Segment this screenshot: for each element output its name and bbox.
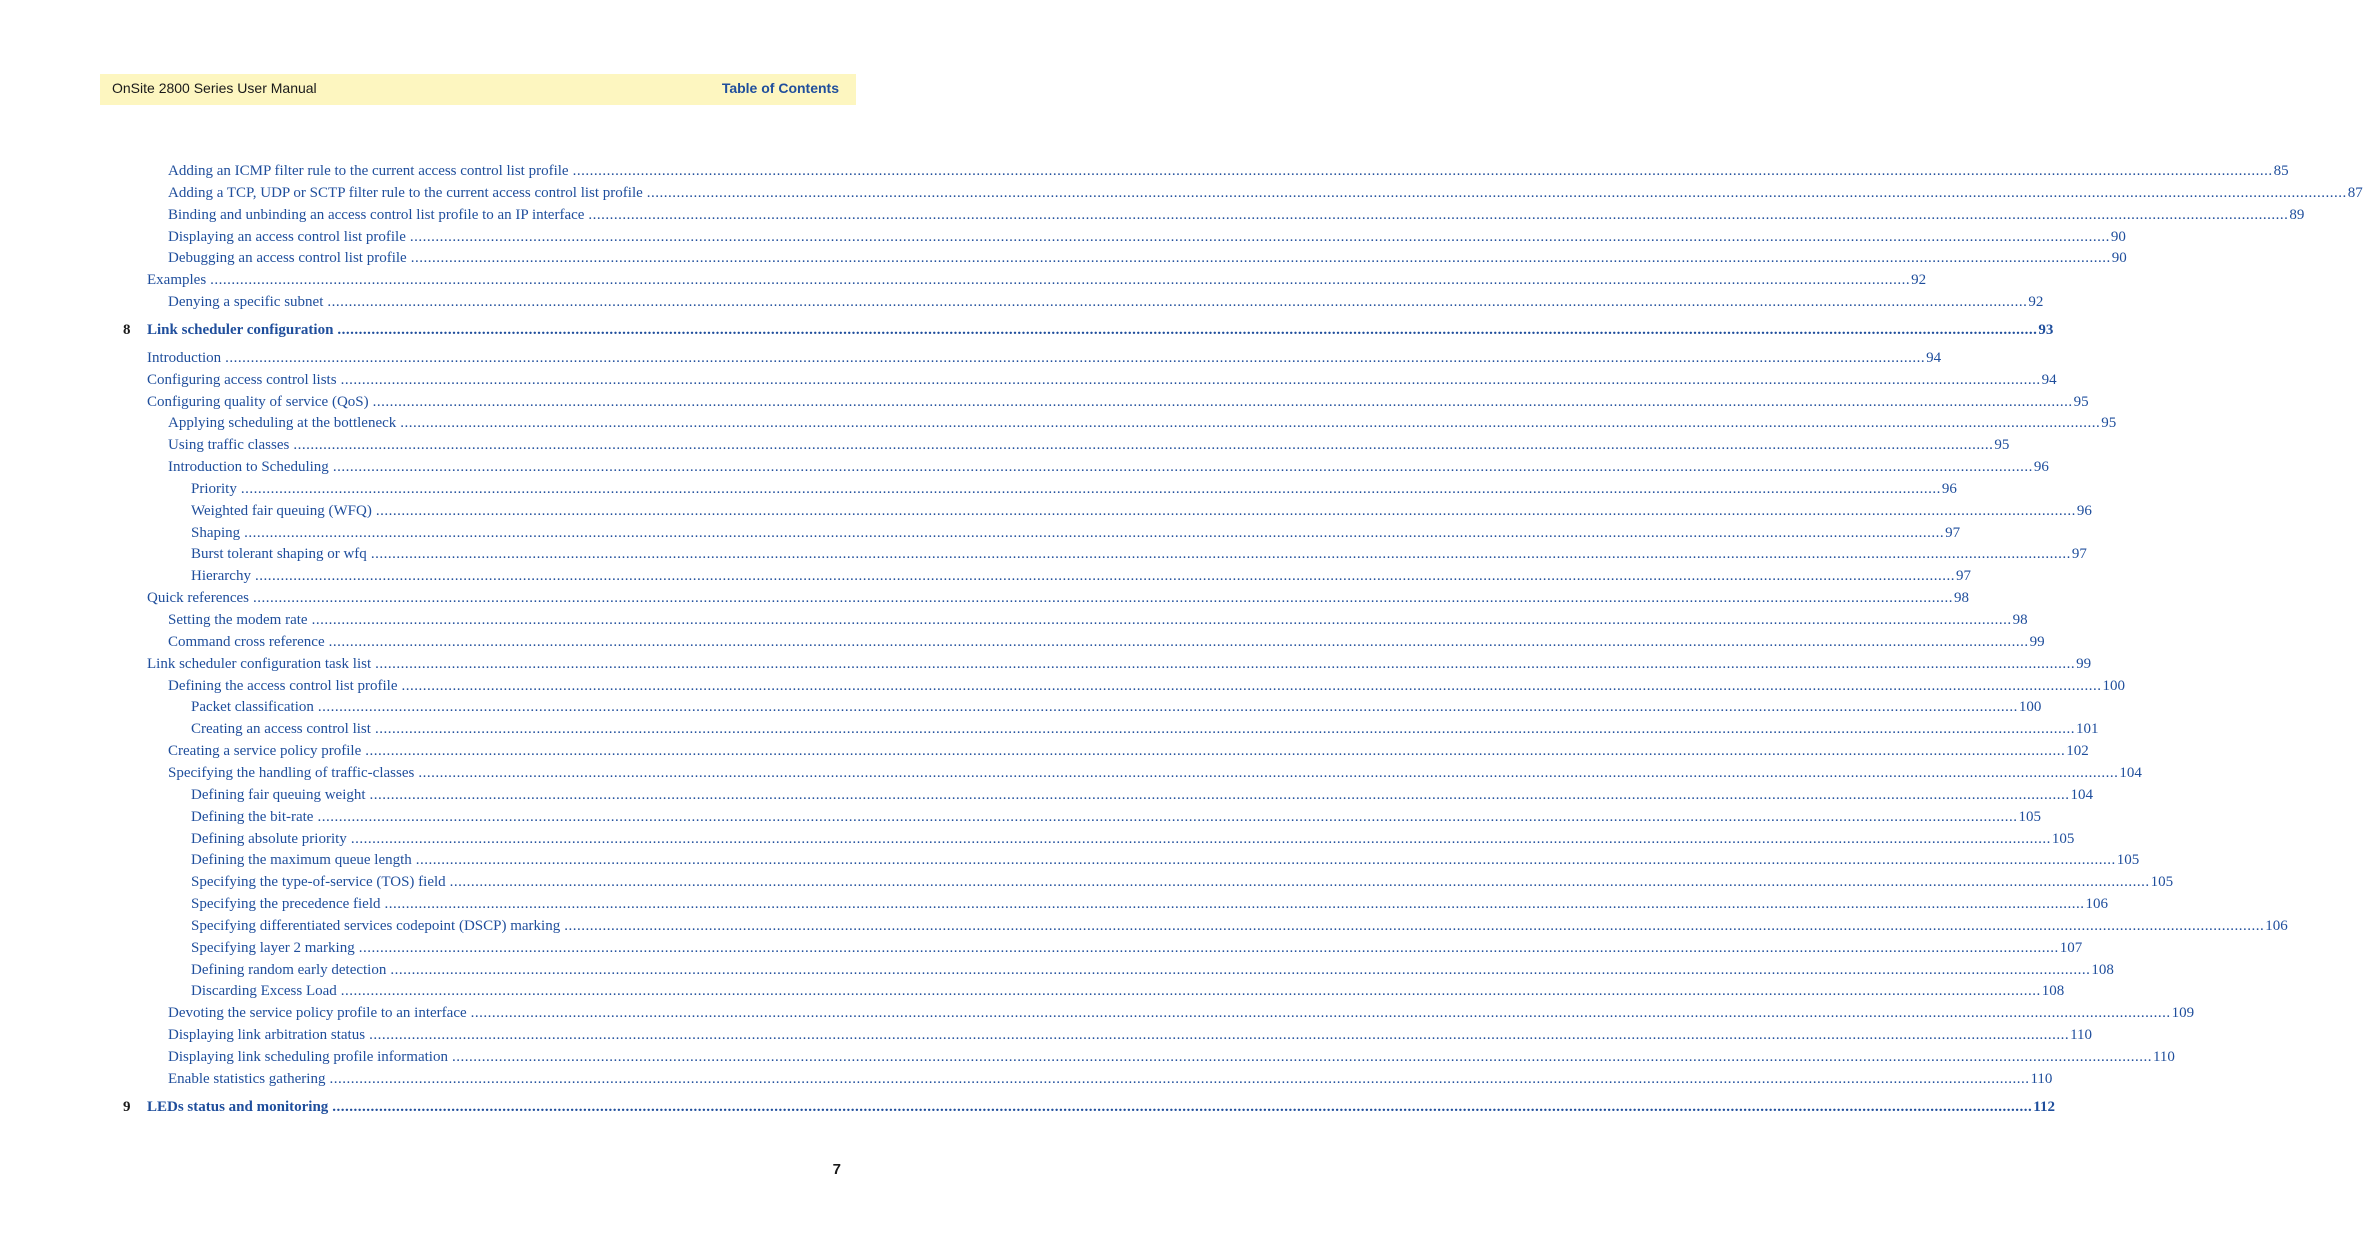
toc-entry-page: 94 (1926, 349, 1942, 366)
toc-entry-title: Displaying link scheduling profile information (168, 1049, 448, 1065)
toc-entry[interactable] (191, 917, 2288, 935)
toc-entry-title: Defining the bit-rate (191, 808, 314, 825)
toc-entry-title: Defining fair queuing weight (191, 786, 366, 803)
toc-entry-page: 105 (2051, 830, 2075, 847)
toc-entry-page: 98 (1954, 590, 1970, 607)
toc-entry-title: Defining the access control list profile (168, 677, 398, 694)
toc-entry[interactable] (191, 568, 1971, 585)
dot-leader: ................................................................................................................................................................................................................................................................................................................................................................................................................ (327, 294, 2028, 311)
dot-leader: ................................................................................................................................................................................................................................................................................................................................................................................................................ (415, 852, 2116, 869)
toc-entry-title: Discarding Excess Load (191, 983, 337, 1000)
dot-leader: ................................................................................................................................................................................................................................................................................................................................................................................................................ (400, 415, 2101, 432)
toc-entry-title: Priority (191, 480, 237, 497)
toc-entry-title: Defining absolute priority (191, 830, 347, 847)
toc-entry-page: 90 (2110, 228, 2126, 245)
section-title: Table of Contents (721, 80, 839, 96)
dot-leader: ................................................................................................................................................................................................................................................................................................................................................................................................................ (311, 612, 2012, 628)
toc-entry[interactable] (191, 808, 2041, 826)
toc-chapter-entry[interactable] (147, 321, 2054, 339)
toc-entry[interactable] (147, 371, 2057, 389)
dot-leader: ................................................................................................................................................................................................................................................................................................................................................................................................................ (317, 808, 2018, 825)
dot-leader: ................................................................................................................................................................................................................................................................................................................................................................................................................ (449, 874, 2150, 891)
toc-entry-page: 100 (2018, 699, 2042, 716)
toc-entry-page: 108 (2091, 961, 2114, 978)
toc-entry-page: 105 (2018, 808, 2041, 825)
toc-entry-title: Debugging an access control list profile (168, 250, 407, 267)
dot-leader: ................................................................................................................................................................................................................................................................................................................................................................................................................ (332, 1098, 2033, 1115)
dot-leader: ................................................................................................................................................................................................................................................................................................................................................................................................................ (317, 699, 2018, 716)
toc-entry[interactable] (147, 272, 1927, 289)
toc-entry[interactable] (168, 743, 2089, 760)
toc-entry-page: 85 (2273, 163, 2289, 179)
chapter-number: 9 (123, 1098, 131, 1115)
toc-entry[interactable] (191, 830, 2075, 848)
dot-leader: ................................................................................................................................................................................................................................................................................................................................................................................................................ (293, 437, 1994, 454)
toc-entry-title: Specifying layer 2 marking (191, 939, 355, 956)
toc-entry[interactable] (168, 1049, 2175, 1066)
toc-entry[interactable] (191, 480, 1957, 498)
toc-entry-title: Denying a specific subnet (168, 294, 324, 311)
dot-leader: ................................................................................................................................................................................................................................................................................................................................................................................................................ (253, 590, 1954, 607)
toc-entry-title: Examples (147, 272, 207, 289)
dot-leader: ................................................................................................................................................................................................................................................................................................................................................................................................................ (365, 743, 2066, 760)
toc-entry[interactable] (168, 437, 2010, 454)
toc-entry-page: 96 (2033, 459, 2049, 476)
toc-entry-title: Adding an ICMP filter rule to the current access control list profile (168, 163, 569, 179)
dot-leader: ................................................................................................................................................................................................................................................................................................................................................................................................................ (572, 163, 2273, 179)
toc-entry-title: Specifying differentiated services codepoint (DSCP) marking (191, 917, 561, 934)
toc-entry-page: 99 (2076, 655, 2092, 672)
toc-entry-page: 92 (1911, 272, 1927, 289)
toc-entry-page: 96 (2076, 502, 2092, 519)
dot-leader: ................................................................................................................................................................................................................................................................................................................................................................................................................ (588, 206, 2289, 223)
dot-leader: ................................................................................................................................................................................................................................................................................................................................................................................................................ (564, 917, 2265, 934)
dot-leader: ................................................................................................................................................................................................................................................................................................................................................................................................................ (332, 459, 2033, 476)
toc-entry-title: Configuring quality of service (QoS) (147, 393, 369, 410)
toc-entry[interactable] (168, 294, 2044, 311)
toc-entry[interactable] (191, 961, 2114, 979)
toc-entry[interactable] (168, 633, 2045, 651)
dot-leader: ................................................................................................................................................................................................................................................................................................................................................................................................................ (372, 393, 2073, 410)
toc-entry[interactable] (168, 206, 2305, 224)
dot-leader: ................................................................................................................................................................................................................................................................................................................................................................................................................ (410, 250, 2111, 267)
toc-entry-title: LEDs status and monitoring (147, 1098, 329, 1115)
toc-entry-title: Specifying the type-of-service (TOS) field (191, 874, 446, 891)
toc-entry[interactable] (191, 896, 2108, 913)
dot-leader: ................................................................................................................................................................................................................................................................................................................................................................................................................ (369, 786, 2070, 803)
toc-entry[interactable] (168, 1070, 2053, 1088)
toc-entry-title: Setting the modem rate (168, 612, 308, 628)
toc-entry-title: Introduction (147, 349, 222, 366)
dot-leader: ................................................................................................................................................................................................................................................................................................................................................................................................................ (337, 321, 2038, 338)
toc-entry[interactable] (168, 250, 2127, 267)
toc-entry-title: Weighted fair queuing (WFQ) (191, 502, 372, 519)
toc-entry-title: Defining random early detection (191, 961, 387, 978)
toc-entry-page: 100 (2102, 677, 2126, 694)
toc-entry-title: Burst tolerant shaping or wfq (191, 546, 367, 563)
toc-entry-title: Creating an access control list (191, 721, 371, 738)
toc-entry[interactable] (191, 721, 2099, 738)
toc-entry[interactable] (147, 349, 1942, 367)
toc-entry-page: 96 (1941, 480, 1957, 497)
toc-entry-title: Configuring access control lists (147, 371, 337, 388)
toc-entry-title: Devoting the service policy profile to an interface (168, 1005, 467, 1022)
toc-entry-page: 110 (2030, 1070, 2053, 1087)
toc-entry-page: 108 (2041, 983, 2065, 1000)
toc-entry[interactable] (168, 228, 2126, 246)
toc-entry-title: Hierarchy (191, 568, 251, 585)
toc-entry-title: Using traffic classes (168, 437, 290, 454)
toc-entry-title: Packet classification (191, 699, 314, 716)
toc-entry-page: 87 (2347, 184, 2363, 201)
toc-entry-page: 102 (2066, 743, 2089, 760)
toc-entry[interactable] (168, 415, 2117, 432)
toc-entry-page: 107 (2059, 939, 2083, 956)
toc-entry-page: 97 (2071, 546, 2087, 563)
toc-entry[interactable] (147, 393, 2089, 411)
toc-entry[interactable] (191, 524, 1961, 542)
toc-entry-title: Command cross reference (168, 633, 325, 650)
toc-entry-title: Link scheduler configuration (147, 321, 334, 338)
toc-entry[interactable] (168, 677, 2126, 695)
toc-entry[interactable] (168, 612, 2028, 629)
toc-entry[interactable] (191, 983, 2065, 1000)
page-number: 7 (832, 1161, 841, 1178)
toc-entry[interactable] (168, 1005, 2195, 1022)
toc-entry-title: Displaying an access control list profile (168, 228, 406, 245)
dot-leader: ................................................................................................................................................................................................................................................................................................................................................................................................................ (369, 1027, 2070, 1044)
dot-leader: ................................................................................................................................................................................................................................................................................................................................................................................................................ (470, 1005, 2171, 1022)
toc-entry[interactable] (191, 502, 2092, 520)
dot-leader: ................................................................................................................................................................................................................................................................................................................................................................................................................ (254, 568, 1955, 585)
toc-entry-title: Link scheduler configuration task list (147, 655, 372, 672)
toc-entry[interactable] (191, 699, 2042, 716)
toc-entry-title: Specifying the handling of traffic-classes (168, 764, 415, 781)
toc-entry-title: Specifying the precedence field (191, 896, 381, 913)
toc-entry[interactable] (191, 546, 2087, 563)
dot-leader: ................................................................................................................................................................................................................................................................................................................................................................................................................ (390, 961, 2091, 978)
dot-leader: ................................................................................................................................................................................................................................................................................................................................................................................................................ (375, 502, 2076, 519)
toc-entry[interactable] (168, 764, 2142, 782)
toc-entry[interactable] (168, 163, 2289, 180)
toc-entry-title: Enable statistics gathering (168, 1070, 326, 1087)
toc-entry[interactable] (168, 1027, 2093, 1044)
dot-leader: ................................................................................................................................................................................................................................................................................................................................................................................................................ (401, 677, 2102, 694)
toc-entry-page: 105 (2116, 852, 2140, 869)
toc-entry-page: 97 (1945, 524, 1961, 541)
dot-leader: ................................................................................................................................................................................................................................................................................................................................................................................................................ (409, 228, 2110, 245)
toc-entry-page: 110 (2152, 1049, 2175, 1065)
dot-leader: ................................................................................................................................................................................................................................................................................................................................................................................................................ (418, 764, 2119, 781)
toc-entry-page: 90 (2111, 250, 2127, 267)
toc-entry[interactable] (191, 786, 2094, 804)
toc-entry-page: 106 (2265, 917, 2288, 934)
toc-entry-title: Displaying link arbitration status (168, 1027, 366, 1044)
toc-entry-title: Introduction to Scheduling (168, 459, 329, 476)
chapter-number: 8 (123, 321, 131, 338)
dot-leader: ................................................................................................................................................................................................................................................................................................................................................................................................................ (375, 655, 2076, 672)
toc-entry-page: 110 (2070, 1027, 2093, 1044)
toc-entry-title: Quick references (147, 590, 250, 607)
toc-entry[interactable] (147, 655, 2092, 673)
dot-leader: ................................................................................................................................................................................................................................................................................................................................................................................................................ (225, 349, 1926, 366)
toc-entry-title: Defining the maximum queue length (191, 852, 412, 869)
toc-entry-page: 106 (2085, 896, 2108, 913)
toc-entry[interactable] (168, 459, 2049, 476)
toc-entry-title: Adding a TCP, UDP or SCTP filter rule to the current access control list profile (168, 184, 643, 201)
dot-leader: ................................................................................................................................................................................................................................................................................................................................................................................................................ (350, 830, 2051, 847)
toc-entry[interactable] (191, 874, 2174, 891)
dot-leader: ................................................................................................................................................................................................................................................................................................................................................................................................................ (374, 721, 2075, 738)
dot-leader: ................................................................................................................................................................................................................................................................................................................................................................................................................ (240, 480, 1941, 497)
toc-entry[interactable] (191, 939, 2083, 957)
toc-entry[interactable] (147, 590, 1970, 607)
toc-chapter-entry[interactable] (147, 1098, 2055, 1116)
dot-leader: ................................................................................................................................................................................................................................................................................................................................................................................................................ (329, 1070, 2030, 1087)
toc-entry-page: 104 (2070, 786, 2094, 803)
toc-entry-page: 112 (2033, 1098, 2055, 1115)
toc-entry[interactable] (191, 852, 2140, 869)
toc-entry-page: 99 (2029, 633, 2045, 650)
toc-entry-page: 92 (2028, 294, 2044, 311)
dot-leader: ................................................................................................................................................................................................................................................................................................................................................................................................................ (646, 184, 2347, 201)
page-header (100, 74, 856, 105)
dot-leader: ................................................................................................................................................................................................................................................................................................................................................................................................................ (451, 1049, 2152, 1065)
toc-entry-title: Binding and unbinding an access control list profile to an IP interface (168, 206, 585, 223)
toc-entry-page: 95 (2073, 393, 2089, 410)
dot-leader: ................................................................................................................................................................................................................................................................................................................................................................................................................ (358, 939, 2059, 956)
dot-leader: ................................................................................................................................................................................................................................................................................................................................................................................................................ (370, 546, 2071, 563)
toc-entry-page: 109 (2171, 1005, 2195, 1022)
toc-entry-page: 101 (2075, 721, 2099, 738)
dot-leader: ................................................................................................................................................................................................................................................................................................................................................................................................................ (340, 371, 2041, 388)
dot-leader: ................................................................................................................................................................................................................................................................................................................................................................................................................ (384, 896, 2085, 913)
dot-leader: ................................................................................................................................................................................................................................................................................................................................................................................................................ (328, 633, 2029, 650)
toc-entry-page: 104 (2119, 764, 2142, 781)
manual-title: OnSite 2800 Series User Manual (112, 80, 317, 96)
toc-entry-page: 89 (2289, 206, 2305, 223)
toc-entry-page: 97 (1955, 568, 1971, 585)
toc-entry[interactable] (168, 184, 2363, 202)
toc-entry-page: 105 (2150, 874, 2174, 891)
dot-leader: ................................................................................................................................................................................................................................................................................................................................................................................................................ (340, 983, 2041, 1000)
toc-entry-page: 95 (1994, 437, 2010, 454)
toc-entry-page: 94 (2041, 371, 2057, 388)
toc-entry-title: Shaping (191, 524, 241, 541)
dot-leader: ................................................................................................................................................................................................................................................................................................................................................................................................................ (210, 272, 1911, 289)
toc-entry-page: 95 (2101, 415, 2117, 432)
toc-entry-page: 93 (2038, 321, 2054, 338)
toc-entry-title: Creating a service policy profile (168, 743, 362, 760)
toc-entry-title: Applying scheduling at the bottleneck (168, 415, 397, 432)
toc-entry-page: 98 (2012, 612, 2028, 628)
dot-leader: ................................................................................................................................................................................................................................................................................................................................................................................................................ (244, 524, 1945, 541)
